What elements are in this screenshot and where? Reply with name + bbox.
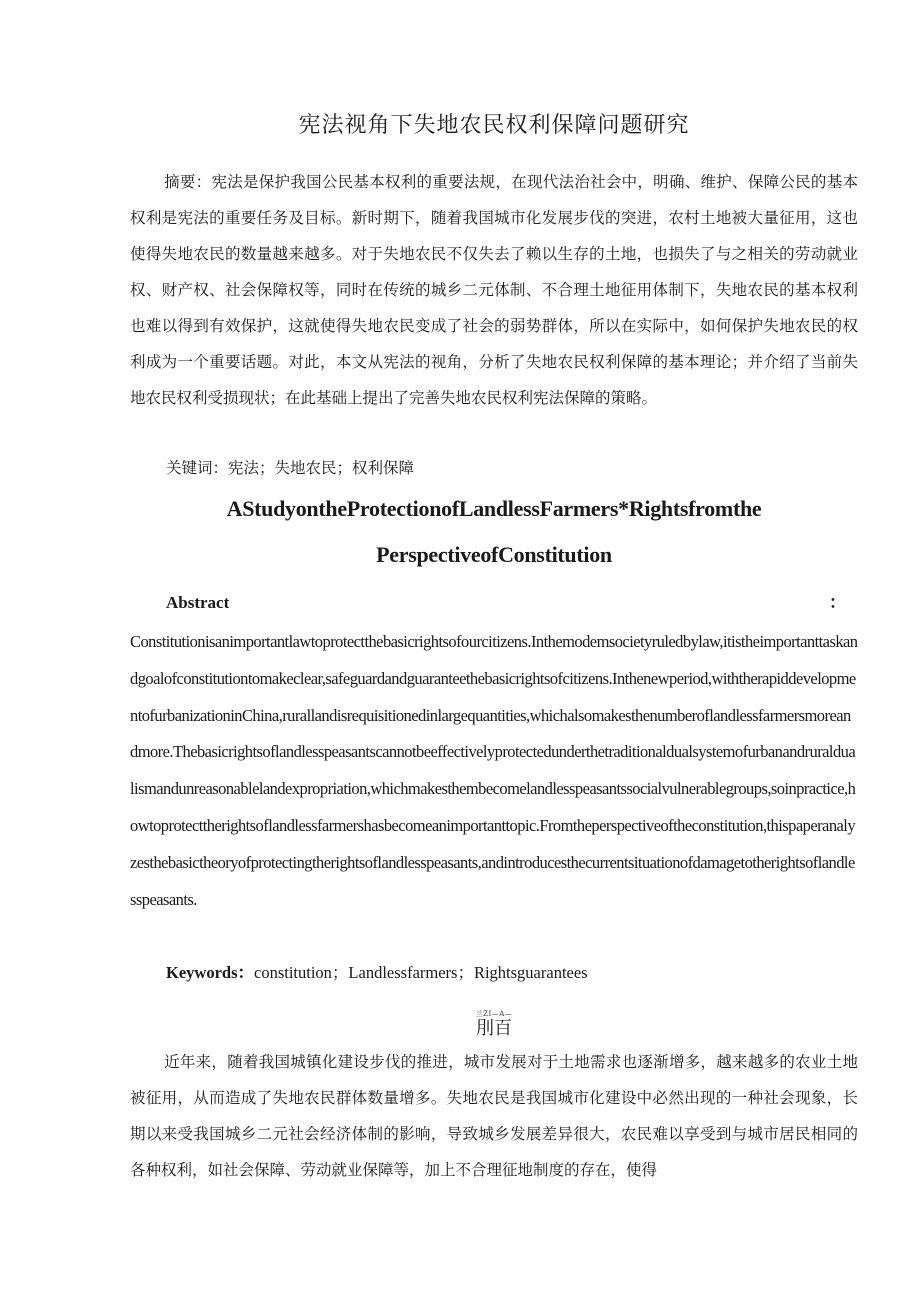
chinese-abstract-label: 摘要： <box>164 173 212 191</box>
section-heading-overline: 兰ZI—A— <box>475 1010 513 1018</box>
english-abstract-colon: ： <box>829 593 846 612</box>
english-abstract-heading <box>166 588 858 618</box>
chinese-keywords: 关键词：宪法；失地农民；权利保障 <box>166 459 415 477</box>
english-abstract-text: Constitutionisanimportantlawtoprotectthebasicrightsofourcitizens.Inthemodemsocietyruledbylaw,itistheimportanttaskandgoalofconstitutiontomakeclear,safeguardandguaranteethebasicrightsofcitizens.Inthenewperiod,withtherapiddevelopmentofurbanizationinChina,rurallandisrequisitionedinlargequantities,whichalsomakesthenumberoflandlessfarmersmoreandmore.Thebasicrightsoflandlesspeasantscannotbeeffectivelyprotectedunderthetraditionaldualsystemofurbanandruraldualismandunreasonablelandexpropriation,whichmakesthembecomelandlesspeasantssocialvulnerablegroups,soinpractice,howtoprotecttherightsoflandlessfarmershasbecomeanimportanttopic.Fromtheperspectiveoftheconstitution,thispaperanalyzesthebasictheoryofprotectingtherightsoflandlesspeasants,andintroducesthecurrentsituationofdamagetotherightsoflandlesspeasants. <box>130 632 858 909</box>
english-title-line-1: AStudyontheProtectionofLandlessFarmers*Rightsfromthe <box>226 496 762 521</box>
section-heading-text: 刖百 <box>476 1018 512 1039</box>
section-heading <box>130 1010 858 1040</box>
english-abstract-label: Abstract <box>166 593 230 612</box>
english-keywords-label: Keywords： <box>166 963 254 982</box>
chinese-title: 宪法视角下失地农民权利保障问题研究 <box>298 113 690 138</box>
english-keywords <box>166 958 588 988</box>
chinese-abstract <box>130 164 858 416</box>
chinese-abstract-text: 宪法是保护我国公民基本权利的重要法规，在现代法治社会中，明确、维护、保障公民的基本权利是宪法的重要任务及目标。新时期下，随着我国城市化发展步伐的突进，农村土地被大量征用，这也使得失地农民的数量越来越多。对于失地农民不仅失去了赖以生存的土地，也损失了与之相关的劳动就业权、财产权、社会保障权等，同时在传统的城乡二元体制、不合理土地征用体制下，失地农民的基本权利也难以得到有效保护，这就使得失地农民变成了社会的弱势群体，所以在实际中，如何保护失地农民的权利成为一个重要话题。对此，本文从宪法的视角，分析了失地农民权利保障的基本理论；并介绍了当前失地农民权利受损现状；在此基础上提出了完善失地农民权利宪法保障的策略。 <box>130 173 858 407</box>
english-keywords-text: constitution；Landlessfarmers；Rightsguarantees <box>254 963 588 982</box>
english-title-line-2: PerspectiveofConstitution <box>376 542 612 567</box>
introduction-paragraph: 近年来，随着我国城镇化建设步伐的推进，城市发展对于土地需求也逐渐增多，越来越多的农业土地被征用，从而造成了失地农民群体数量增多。失地农民是我国城市化建设中必然出现的一种社会现象，长期以来受我国城乡二元社会经济体制的影响，导致城乡发展差异很大，农民难以享受到与城市居民相同的各种权利，如社会保障、劳动就业保障等，加上不合理征地制度的存在，使得 <box>130 1053 858 1179</box>
